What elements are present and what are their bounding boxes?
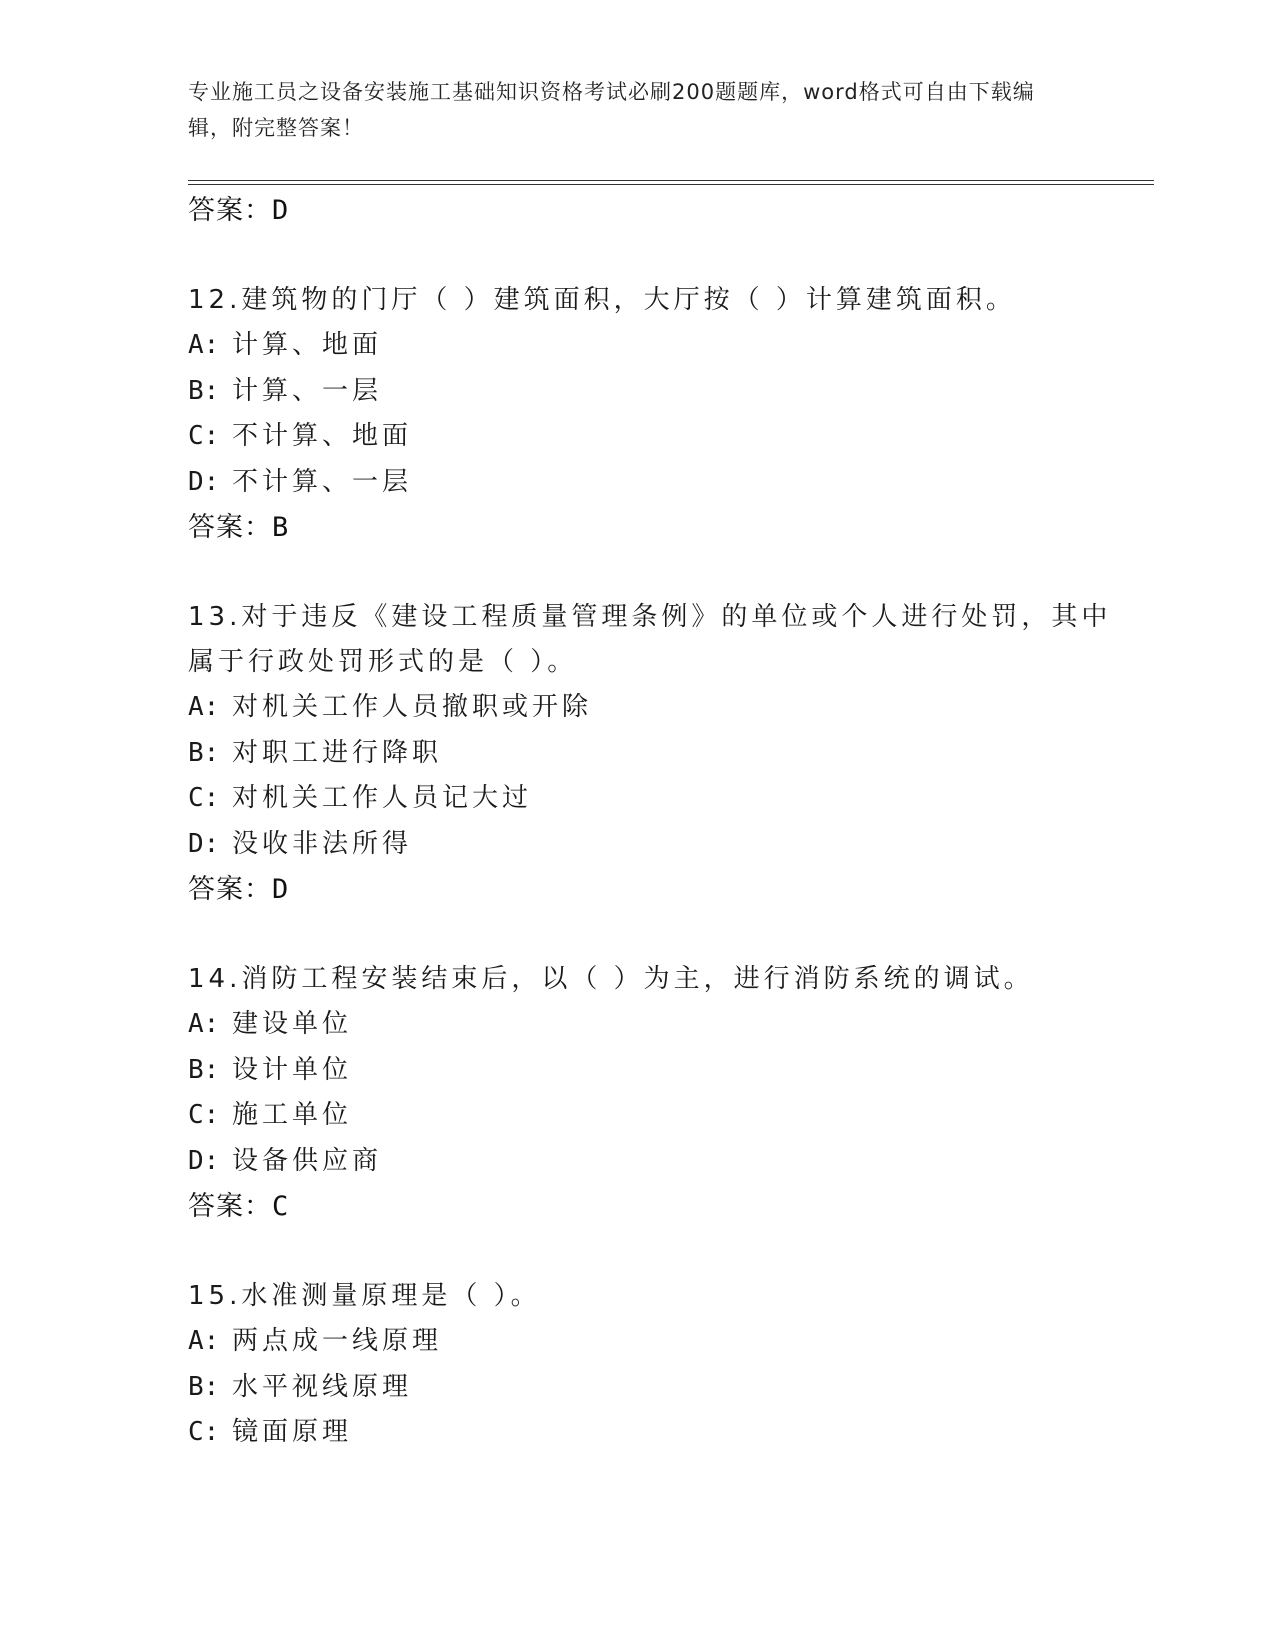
answer-option bbox=[188, 414, 1138, 460]
option-text: 对机关工作人员记大过 bbox=[232, 783, 533, 813]
question-block bbox=[188, 234, 1138, 551]
option-text: 建设单位 bbox=[232, 1009, 353, 1039]
option-letter: B: bbox=[188, 375, 220, 406]
question-stem: 14.消防工程安装结束后，以（ ）为主，进行消防系统的调试。 bbox=[188, 964, 1034, 994]
answer-value: D bbox=[272, 195, 290, 226]
option-text: 镜面原理 bbox=[232, 1417, 353, 1447]
question-answer bbox=[188, 505, 1138, 551]
question-stem: 12.建筑物的门厅（ ）建筑面积，大厅按（ ）计算建筑面积。 bbox=[188, 285, 1016, 315]
option-text: 两点成一线原理 bbox=[232, 1326, 443, 1356]
question-answer bbox=[188, 867, 1138, 913]
question-stem: 13.对于违反《建设工程质量管理条例》的单位或个人进行处罚，其中属于行政处罚形式的是（ ）。 bbox=[188, 602, 1112, 677]
answer-option bbox=[188, 1048, 1138, 1094]
question-block bbox=[188, 913, 1138, 1230]
option-letter: A: bbox=[188, 1326, 220, 1356]
option-letter: D: bbox=[188, 466, 220, 497]
header-rule-bottom bbox=[188, 184, 1154, 185]
answer-label: 答案： bbox=[188, 195, 272, 226]
option-letter: A: bbox=[188, 330, 220, 360]
option-letter: D: bbox=[188, 1145, 220, 1176]
option-letter: A: bbox=[188, 1009, 220, 1039]
answer-option bbox=[188, 323, 1138, 369]
option-letter: B: bbox=[188, 1054, 220, 1085]
page-header-title: 专业施工员之设备安装施工基础知识资格考试必刷200题题库，word格式可自由下载编辑，附完整答案！ bbox=[188, 80, 1035, 140]
option-text: 计算、地面 bbox=[232, 330, 383, 360]
answer-option bbox=[188, 1093, 1138, 1139]
option-text: 计算、一层 bbox=[232, 375, 383, 406]
option-letter: C: bbox=[188, 783, 220, 813]
question-spacer bbox=[188, 913, 1138, 957]
previous-answer bbox=[188, 188, 1138, 234]
option-letter: C: bbox=[188, 1100, 220, 1130]
question-stem: 15.水准测量原理是（ ）。 bbox=[188, 1281, 541, 1311]
answer-value: B bbox=[272, 512, 290, 543]
question-list bbox=[188, 234, 1138, 1456]
question-spacer bbox=[188, 551, 1138, 595]
answer-option bbox=[188, 822, 1138, 868]
option-text: 对机关工作人员撤职或开除 bbox=[232, 692, 593, 722]
answer-option bbox=[188, 685, 1138, 731]
option-text: 没收非法所得 bbox=[232, 828, 413, 859]
option-text: 设备供应商 bbox=[232, 1145, 383, 1176]
answer-option bbox=[188, 460, 1138, 506]
question-spacer bbox=[188, 234, 1138, 278]
answer-option bbox=[188, 1002, 1138, 1048]
option-text: 水平视线原理 bbox=[232, 1371, 413, 1402]
option-text: 不计算、一层 bbox=[232, 466, 413, 497]
answer-label: 答案： bbox=[188, 512, 272, 543]
answer-option bbox=[188, 369, 1138, 415]
option-letter: B: bbox=[188, 1371, 220, 1402]
answer-label: 答案： bbox=[188, 874, 272, 905]
option-letter: A: bbox=[188, 692, 220, 722]
option-letter: C: bbox=[188, 1417, 220, 1447]
option-text: 施工单位 bbox=[232, 1100, 353, 1130]
answer-option bbox=[188, 776, 1138, 822]
answer-option bbox=[188, 731, 1138, 777]
option-text: 不计算、地面 bbox=[232, 421, 413, 451]
question-block bbox=[188, 551, 1138, 913]
option-text: 设计单位 bbox=[232, 1054, 353, 1085]
answer-value: C bbox=[272, 1191, 290, 1222]
answer-value: D bbox=[272, 874, 290, 905]
option-letter: C: bbox=[188, 421, 220, 451]
answer-option bbox=[188, 1365, 1138, 1411]
option-text: 对职工进行降职 bbox=[232, 737, 443, 768]
question-block bbox=[188, 1230, 1138, 1456]
option-letter: B: bbox=[188, 737, 220, 768]
question-answer bbox=[188, 1184, 1138, 1230]
question-content bbox=[188, 188, 1138, 1456]
answer-option bbox=[188, 1410, 1138, 1456]
answer-label: 答案： bbox=[188, 1191, 272, 1222]
answer-option bbox=[188, 1319, 1138, 1365]
option-letter: D: bbox=[188, 828, 220, 859]
question-spacer bbox=[188, 1230, 1138, 1274]
header-rule-top bbox=[188, 180, 1154, 181]
answer-option bbox=[188, 1139, 1138, 1185]
